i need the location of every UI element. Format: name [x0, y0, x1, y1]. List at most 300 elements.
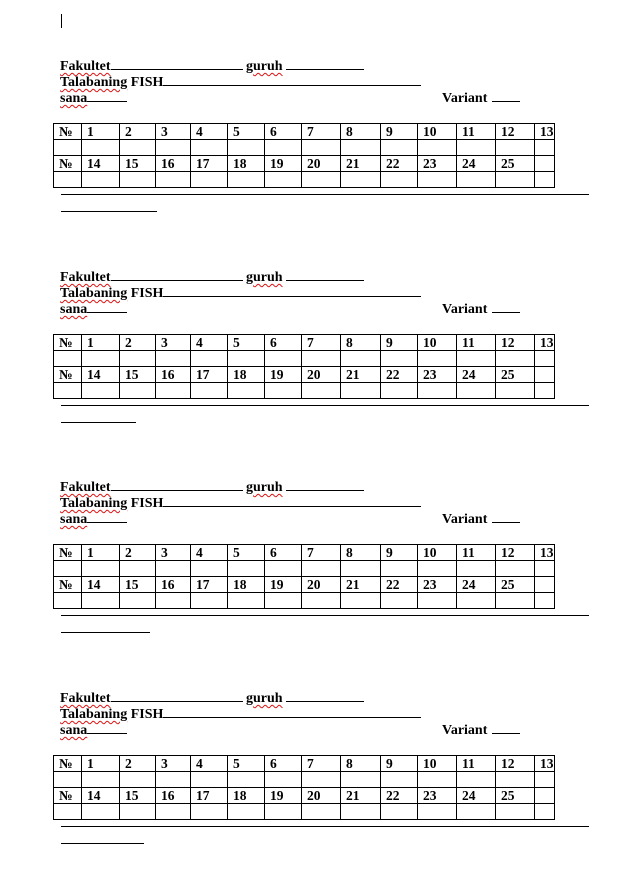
question-number-cell: 9 — [381, 124, 418, 140]
answer-cell[interactable] — [302, 383, 341, 399]
date-line — [60, 89, 127, 106]
question-numbers-row-2 — [54, 577, 555, 593]
question-number-cell: 1 — [82, 756, 120, 772]
group-line — [246, 478, 364, 495]
question-number-cell: 4 — [191, 335, 228, 351]
question-number-cell: 19 — [265, 788, 302, 804]
question-number-cell: 13 — [535, 124, 555, 140]
faculty-label: Fakultet — [60, 480, 111, 495]
answer-cell[interactable] — [54, 804, 82, 820]
question-number-cell: 16 — [156, 577, 191, 593]
answer-cell[interactable] — [418, 561, 457, 577]
question-number-cell: 4 — [191, 124, 228, 140]
answer-cell[interactable] — [228, 172, 265, 188]
question-number-cell: 5 — [228, 545, 265, 561]
variant-line — [442, 89, 520, 106]
answer-cell[interactable] — [496, 561, 535, 577]
answer-cell[interactable] — [156, 172, 191, 188]
question-number-cell: 22 — [381, 577, 418, 593]
date-label: sana — [60, 723, 88, 738]
answer-cell[interactable] — [535, 593, 555, 609]
question-number-cell: 13 — [535, 335, 555, 351]
answer-cell[interactable] — [496, 593, 535, 609]
answer-cell[interactable] — [381, 383, 418, 399]
answer-cell[interactable] — [54, 772, 82, 788]
faculty-label: Fakultet — [60, 59, 111, 74]
answer-cell[interactable] — [156, 804, 191, 820]
number-sign-cell: № — [54, 124, 82, 140]
date-line — [60, 300, 127, 317]
answer-cell[interactable] — [418, 772, 457, 788]
question-numbers-row-2 — [54, 788, 555, 804]
student-name-line — [60, 705, 421, 722]
answer-cell[interactable] — [457, 804, 496, 820]
answer-form — [0, 478, 632, 678]
answer-cell[interactable] — [82, 561, 120, 577]
answer-cell[interactable] — [341, 172, 381, 188]
question-number-cell — [535, 367, 555, 383]
variant-line — [442, 510, 520, 527]
answer-cell[interactable] — [535, 383, 555, 399]
variant-label: Variant — [442, 91, 488, 106]
answer-cell[interactable] — [418, 383, 457, 399]
answer-cell[interactable] — [265, 772, 302, 788]
question-number-cell: 24 — [457, 577, 496, 593]
number-sign-cell: № — [54, 156, 82, 172]
number-sign-cell: № — [54, 545, 82, 561]
group-line — [246, 57, 364, 74]
student-label: Talabaning — [60, 707, 128, 722]
answer-cell[interactable] — [457, 351, 496, 367]
date-line — [60, 510, 127, 527]
question-number-cell: 12 — [496, 335, 535, 351]
answer-cell[interactable] — [228, 772, 265, 788]
answer-cell[interactable] — [228, 593, 265, 609]
faculty-label: Fakultet — [60, 270, 111, 285]
answer-cell[interactable] — [302, 561, 341, 577]
answer-cell[interactable] — [381, 804, 418, 820]
answer-grid — [53, 123, 555, 188]
answers-row-1 — [54, 140, 555, 156]
answer-cell[interactable] — [191, 140, 228, 156]
answer-cell[interactable] — [302, 172, 341, 188]
question-number-cell: 7 — [302, 545, 341, 561]
faculty-label: Fakultet — [60, 691, 111, 706]
answer-cell[interactable] — [265, 383, 302, 399]
question-number-cell: 15 — [120, 156, 156, 172]
student-name-blank[interactable] — [163, 494, 421, 507]
question-number-cell: 14 — [82, 156, 120, 172]
faculty-blank[interactable] — [111, 689, 243, 702]
question-number-cell: 21 — [341, 156, 381, 172]
student-name-line — [60, 494, 421, 511]
group-line — [246, 689, 364, 706]
answer-cell[interactable] — [381, 593, 418, 609]
question-number-cell: 16 — [156, 788, 191, 804]
question-number-cell: 15 — [120, 577, 156, 593]
answer-cell[interactable] — [496, 804, 535, 820]
answer-cell[interactable] — [535, 561, 555, 577]
answer-cell[interactable] — [120, 561, 156, 577]
answer-cell[interactable] — [418, 140, 457, 156]
answers-row-2 — [54, 383, 555, 399]
answer-cell[interactable] — [381, 772, 418, 788]
question-number-cell: 21 — [341, 788, 381, 804]
answer-cell[interactable] — [82, 593, 120, 609]
answer-cell[interactable] — [228, 561, 265, 577]
question-number-cell: 4 — [191, 756, 228, 772]
answer-cell[interactable] — [341, 383, 381, 399]
answer-cell[interactable] — [496, 772, 535, 788]
question-number-cell: 2 — [120, 124, 156, 140]
question-number-cell: 11 — [457, 756, 496, 772]
question-number-cell: 1 — [82, 124, 120, 140]
answer-cell[interactable] — [191, 383, 228, 399]
question-number-cell: 1 — [82, 335, 120, 351]
answer-cell[interactable] — [156, 383, 191, 399]
answer-grid — [53, 544, 555, 609]
question-number-cell: 25 — [496, 156, 535, 172]
faculty-blank[interactable] — [111, 268, 243, 281]
question-number-cell: 12 — [496, 124, 535, 140]
variant-blank[interactable] — [492, 721, 520, 734]
answer-cell[interactable] — [265, 140, 302, 156]
answer-cell[interactable] — [54, 561, 82, 577]
number-sign-cell: № — [54, 335, 82, 351]
answer-cell[interactable] — [265, 351, 302, 367]
answer-cell[interactable] — [381, 172, 418, 188]
answer-cell[interactable] — [341, 140, 381, 156]
student-label: Talabaning — [60, 496, 128, 511]
answer-cell[interactable] — [54, 172, 82, 188]
answer-cell[interactable] — [228, 804, 265, 820]
group-blank[interactable] — [286, 689, 364, 702]
question-number-cell: 23 — [418, 156, 457, 172]
question-number-cell: 13 — [535, 545, 555, 561]
question-number-cell — [535, 788, 555, 804]
question-number-cell: 6 — [265, 124, 302, 140]
answer-cell[interactable] — [418, 172, 457, 188]
answer-cell[interactable] — [535, 804, 555, 820]
answer-form — [0, 57, 632, 257]
notes-line — [61, 405, 589, 406]
answer-cell[interactable] — [381, 561, 418, 577]
answer-cell[interactable] — [156, 351, 191, 367]
question-number-cell: 22 — [381, 367, 418, 383]
question-number-cell: 23 — [418, 367, 457, 383]
notes-line — [61, 826, 589, 827]
student-name-line — [60, 73, 421, 90]
question-number-cell: 2 — [120, 335, 156, 351]
question-number-cell: 24 — [457, 156, 496, 172]
question-numbers-row-1 — [54, 545, 555, 561]
question-number-cell: 20 — [302, 367, 341, 383]
answer-cell[interactable] — [302, 140, 341, 156]
answer-cell[interactable] — [191, 772, 228, 788]
answer-cell[interactable] — [120, 172, 156, 188]
question-number-cell — [535, 577, 555, 593]
variant-label: Variant — [442, 723, 488, 738]
question-number-cell: 25 — [496, 577, 535, 593]
answer-grid — [53, 334, 555, 399]
fish-label: FISH — [127, 496, 164, 511]
question-number-cell: 22 — [381, 788, 418, 804]
question-number-cell: 6 — [265, 545, 302, 561]
question-number-cell: 19 — [265, 577, 302, 593]
answer-cell[interactable] — [156, 593, 191, 609]
question-number-cell: 4 — [191, 545, 228, 561]
answer-cell[interactable] — [191, 351, 228, 367]
question-number-cell: 14 — [82, 577, 120, 593]
answer-cell[interactable] — [191, 593, 228, 609]
answer-cell[interactable] — [265, 172, 302, 188]
question-number-cell: 6 — [265, 756, 302, 772]
student-name-blank[interactable] — [163, 705, 421, 718]
answer-cell[interactable] — [457, 772, 496, 788]
question-number-cell: 8 — [341, 335, 381, 351]
question-number-cell: 10 — [418, 756, 457, 772]
answer-cell[interactable] — [191, 804, 228, 820]
answer-cell[interactable] — [457, 593, 496, 609]
answer-form — [0, 689, 632, 889]
answers-row-2 — [54, 804, 555, 820]
fish-label: FISH — [127, 75, 164, 90]
answer-cell[interactable] — [82, 351, 120, 367]
question-number-cell: 19 — [265, 367, 302, 383]
group-blank[interactable] — [286, 478, 364, 491]
notes-line — [61, 615, 589, 616]
question-number-cell: 9 — [381, 545, 418, 561]
question-number-cell: 3 — [156, 545, 191, 561]
question-number-cell: 25 — [496, 788, 535, 804]
question-number-cell: 17 — [191, 156, 228, 172]
answer-cell[interactable] — [82, 772, 120, 788]
answer-cell[interactable] — [54, 593, 82, 609]
variant-blank[interactable] — [492, 300, 520, 313]
answer-cell[interactable] — [191, 561, 228, 577]
date-blank[interactable] — [87, 510, 127, 523]
answer-cell[interactable] — [535, 140, 555, 156]
question-number-cell: 3 — [156, 756, 191, 772]
question-number-cell: 19 — [265, 156, 302, 172]
student-label: Talabaning — [60, 75, 128, 90]
question-number-cell: 7 — [302, 756, 341, 772]
answers-row-2 — [54, 593, 555, 609]
question-number-cell: 18 — [228, 367, 265, 383]
question-number-cell: 11 — [457, 335, 496, 351]
question-number-cell: 25 — [496, 367, 535, 383]
variant-blank[interactable] — [492, 89, 520, 102]
question-number-cell: 17 — [191, 367, 228, 383]
question-number-cell: 2 — [120, 756, 156, 772]
question-number-cell: 6 — [265, 335, 302, 351]
date-blank[interactable] — [87, 89, 127, 102]
question-number-cell: 23 — [418, 577, 457, 593]
answers-row-1 — [54, 351, 555, 367]
date-label: sana — [60, 91, 88, 106]
question-number-cell: 17 — [191, 788, 228, 804]
answer-cell[interactable] — [381, 351, 418, 367]
answer-cell[interactable] — [535, 772, 555, 788]
answer-cell[interactable] — [496, 383, 535, 399]
question-number-cell: 10 — [418, 545, 457, 561]
question-number-cell: 7 — [302, 124, 341, 140]
question-number-cell: 24 — [457, 788, 496, 804]
date-line — [60, 721, 127, 738]
answer-cell[interactable] — [82, 172, 120, 188]
answer-cell[interactable] — [496, 351, 535, 367]
group-blank[interactable] — [286, 57, 364, 70]
question-number-cell: 24 — [457, 367, 496, 383]
answer-cell[interactable] — [302, 804, 341, 820]
answer-cell[interactable] — [381, 140, 418, 156]
answer-cell[interactable] — [418, 593, 457, 609]
text-cursor — [61, 14, 62, 28]
answer-cell[interactable] — [341, 561, 381, 577]
question-numbers-row-2 — [54, 156, 555, 172]
question-number-cell: 5 — [228, 756, 265, 772]
answer-cell[interactable] — [457, 172, 496, 188]
answer-cell[interactable] — [418, 804, 457, 820]
question-number-cell: 9 — [381, 335, 418, 351]
student-name-blank[interactable] — [163, 284, 421, 297]
answers-row-2 — [54, 172, 555, 188]
question-number-cell: 12 — [496, 756, 535, 772]
question-number-cell: 7 — [302, 335, 341, 351]
question-number-cell: 22 — [381, 156, 418, 172]
answer-cell[interactable] — [82, 140, 120, 156]
answer-cell[interactable] — [341, 772, 381, 788]
answer-cell[interactable] — [120, 351, 156, 367]
question-number-cell: 3 — [156, 335, 191, 351]
number-sign-cell: № — [54, 367, 82, 383]
fish-label: FISH — [127, 707, 164, 722]
answer-cell[interactable] — [120, 383, 156, 399]
faculty-line — [60, 57, 243, 74]
faculty-line — [60, 689, 243, 706]
answer-cell[interactable] — [120, 593, 156, 609]
date-blank[interactable] — [87, 721, 127, 734]
question-number-cell: 21 — [341, 367, 381, 383]
answer-cell[interactable] — [496, 172, 535, 188]
number-sign-cell: № — [54, 577, 82, 593]
student-name-blank[interactable] — [163, 73, 421, 86]
answer-cell[interactable] — [82, 383, 120, 399]
answer-cell[interactable] — [120, 140, 156, 156]
answer-cell[interactable] — [120, 772, 156, 788]
answer-cell[interactable] — [156, 561, 191, 577]
answer-cell[interactable] — [265, 561, 302, 577]
question-number-cell: 20 — [302, 788, 341, 804]
question-number-cell: 5 — [228, 335, 265, 351]
variant-blank[interactable] — [492, 510, 520, 523]
question-number-cell: 15 — [120, 788, 156, 804]
question-number-cell: 8 — [341, 545, 381, 561]
answer-cell[interactable] — [120, 804, 156, 820]
question-number-cell: 14 — [82, 367, 120, 383]
question-number-cell: 12 — [496, 545, 535, 561]
date-blank[interactable] — [87, 300, 127, 313]
answer-cell[interactable] — [228, 140, 265, 156]
answer-cell[interactable] — [302, 351, 341, 367]
question-number-cell: 18 — [228, 156, 265, 172]
variant-line — [442, 721, 520, 738]
answer-cell[interactable] — [496, 140, 535, 156]
answer-cell[interactable] — [302, 593, 341, 609]
answer-cell[interactable] — [82, 804, 120, 820]
answer-cell[interactable] — [156, 772, 191, 788]
student-label: Talabaning — [60, 286, 128, 301]
answer-cell[interactable] — [535, 172, 555, 188]
notes-line-short — [61, 422, 136, 423]
question-number-cell — [535, 156, 555, 172]
answer-cell[interactable] — [228, 383, 265, 399]
faculty-blank[interactable] — [111, 57, 243, 70]
group-label: guruh — [246, 691, 283, 706]
question-number-cell: 1 — [82, 545, 120, 561]
answer-cell[interactable] — [265, 804, 302, 820]
student-name-line — [60, 284, 421, 301]
question-numbers-row-1 — [54, 124, 555, 140]
question-number-cell: 9 — [381, 756, 418, 772]
answer-cell[interactable] — [341, 593, 381, 609]
question-number-cell: 10 — [418, 124, 457, 140]
question-number-cell: 8 — [341, 124, 381, 140]
answer-cell[interactable] — [156, 140, 191, 156]
date-label: sana — [60, 512, 88, 527]
question-number-cell: 18 — [228, 788, 265, 804]
answer-cell[interactable] — [457, 140, 496, 156]
answer-cell[interactable] — [457, 383, 496, 399]
question-number-cell: 3 — [156, 124, 191, 140]
question-number-cell: 11 — [457, 545, 496, 561]
answer-cell[interactable] — [302, 772, 341, 788]
answer-cell[interactable] — [54, 140, 82, 156]
question-number-cell: 18 — [228, 577, 265, 593]
answer-cell[interactable] — [535, 351, 555, 367]
question-number-cell: 21 — [341, 577, 381, 593]
answer-cell[interactable] — [265, 593, 302, 609]
answer-cell[interactable] — [191, 172, 228, 188]
question-number-cell: 20 — [302, 577, 341, 593]
notes-line-short — [61, 211, 157, 212]
variant-line — [442, 300, 520, 317]
group-blank[interactable] — [286, 268, 364, 281]
question-number-cell: 17 — [191, 577, 228, 593]
answers-row-1 — [54, 772, 555, 788]
notes-line — [61, 194, 589, 195]
group-label: guruh — [246, 59, 283, 74]
answer-cell[interactable] — [418, 351, 457, 367]
question-number-cell: 5 — [228, 124, 265, 140]
question-number-cell: 20 — [302, 156, 341, 172]
answer-cell[interactable] — [457, 561, 496, 577]
question-number-cell: 8 — [341, 756, 381, 772]
answer-cell[interactable] — [341, 804, 381, 820]
question-number-cell: 16 — [156, 156, 191, 172]
faculty-blank[interactable] — [111, 478, 243, 491]
answer-cell[interactable] — [54, 383, 82, 399]
answer-cell[interactable] — [54, 351, 82, 367]
answer-cell[interactable] — [341, 351, 381, 367]
faculty-line — [60, 478, 243, 495]
group-label: guruh — [246, 480, 283, 495]
answers-row-1 — [54, 561, 555, 577]
question-number-cell: 23 — [418, 788, 457, 804]
fish-label: FISH — [127, 286, 164, 301]
number-sign-cell: № — [54, 788, 82, 804]
answer-cell[interactable] — [228, 351, 265, 367]
